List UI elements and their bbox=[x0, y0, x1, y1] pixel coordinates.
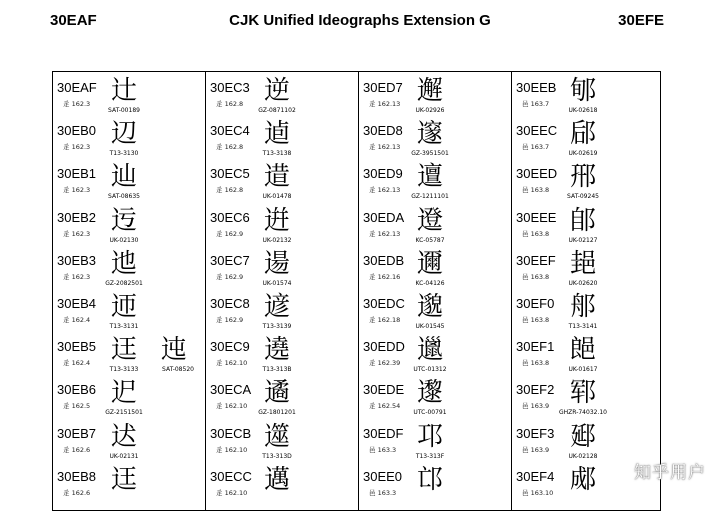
code-point: 30EF3 bbox=[516, 425, 555, 441]
code-point: 30EEB bbox=[516, 80, 557, 95]
code-point: 30ED7 bbox=[363, 80, 403, 95]
code-point: 30EDF bbox=[363, 425, 404, 441]
ideograph-glyph: 遃 bbox=[263, 292, 290, 322]
ideograph-glyph: 辿 bbox=[110, 162, 137, 193]
radical-stroke: 辵 162.10 bbox=[216, 402, 248, 411]
source-reference: T13-313F bbox=[415, 452, 445, 460]
code-point: 30EC7 bbox=[210, 252, 250, 268]
code-point: 30ED9 bbox=[363, 166, 403, 182]
radical-stroke: 辵 162.13 bbox=[369, 143, 401, 152]
ideograph-glyph: 郍 bbox=[569, 292, 596, 322]
character-cell bbox=[53, 418, 205, 461]
code-point: 30EDD bbox=[363, 339, 405, 355]
radical-stroke: 辵 162.10 bbox=[216, 445, 248, 454]
code-point: 30EB8 bbox=[57, 468, 97, 484]
radical-stroke: 辵 162.9 bbox=[216, 316, 244, 324]
code-point: 30EF0 bbox=[516, 296, 555, 311]
source-reference: UK-01617 bbox=[568, 366, 598, 374]
character-cell bbox=[53, 115, 205, 158]
ideograph-glyph: 迖 bbox=[110, 421, 137, 452]
code-point: 30EB5 bbox=[57, 339, 97, 355]
source-reference: UK-02619 bbox=[568, 150, 598, 158]
radical-stroke: 邑 163.9 bbox=[522, 402, 550, 411]
character-cell bbox=[53, 158, 205, 201]
ideograph-glyph: 迊 bbox=[110, 292, 137, 322]
source-reference-variant: SAT-08520 bbox=[162, 366, 194, 374]
code-point: 30EF1 bbox=[516, 339, 555, 355]
ideograph-glyph: 邅 bbox=[416, 162, 443, 193]
character-cell bbox=[359, 374, 511, 417]
code-point: 30EEC bbox=[516, 123, 558, 139]
character-cell bbox=[512, 245, 664, 288]
header-right-code: 30EFE bbox=[618, 12, 664, 29]
character-cell bbox=[512, 418, 664, 461]
radical-stroke: 邑 163.8 bbox=[522, 272, 550, 281]
character-cell bbox=[206, 374, 358, 417]
source-reference: KC-04126 bbox=[415, 279, 445, 287]
radical-stroke: 辵 162.16 bbox=[369, 272, 401, 281]
radical-stroke: 辵 162.4 bbox=[63, 316, 91, 324]
code-point: 30EAF bbox=[57, 80, 97, 95]
ideograph-glyph: 辻 bbox=[110, 76, 137, 106]
code-point: 30EB7 bbox=[57, 425, 97, 441]
ideograph-glyph: 郔 bbox=[569, 421, 596, 452]
code-point: 30EC8 bbox=[210, 296, 250, 311]
code-point: 30EF4 bbox=[516, 468, 555, 484]
ideograph-glyph: 辺 bbox=[110, 119, 137, 150]
character-cell bbox=[206, 245, 358, 288]
code-chart-grid bbox=[52, 71, 661, 511]
radical-stroke: 辵 162.9 bbox=[216, 229, 244, 238]
code-point: 30EB2 bbox=[57, 209, 97, 225]
header-left-code: 30EAF bbox=[50, 12, 97, 29]
character-cell bbox=[512, 288, 664, 331]
character-cell bbox=[53, 331, 205, 374]
source-reference: UK-01545 bbox=[415, 323, 445, 330]
character-cell bbox=[359, 331, 511, 374]
character-cell bbox=[512, 202, 664, 245]
radical-stroke: 辵 162.3 bbox=[63, 229, 91, 238]
ideograph-glyph: 逌 bbox=[263, 119, 290, 150]
radical-stroke: 辵 162.5 bbox=[63, 402, 91, 411]
ideograph-glyph: 邙 bbox=[416, 464, 443, 495]
character-cell bbox=[359, 202, 511, 245]
source-reference: SAT-00189 bbox=[108, 107, 140, 114]
ideograph-glyph: 迆 bbox=[110, 248, 137, 279]
radical-stroke: 辵 162.8 bbox=[216, 143, 244, 152]
code-point: 30EC3 bbox=[210, 80, 250, 95]
character-cell bbox=[512, 158, 664, 201]
code-point: 30ECA bbox=[210, 382, 252, 398]
source-reference: SAT-08635 bbox=[108, 193, 140, 201]
code-point: 30EB6 bbox=[57, 382, 97, 398]
character-cell bbox=[512, 331, 664, 374]
character-cell bbox=[359, 158, 511, 201]
radical-stroke: 邑 163.3 bbox=[369, 445, 397, 454]
radical-stroke: 邑 163.3 bbox=[369, 488, 397, 497]
ideograph-glyph: 逿 bbox=[263, 248, 290, 279]
ideograph-glyph: 邋 bbox=[416, 335, 443, 366]
ideograph-glyph: 遹 bbox=[263, 378, 290, 409]
code-point: 30EB1 bbox=[57, 166, 97, 182]
ideograph-glyph: 郕 bbox=[569, 464, 596, 495]
ideograph-glyph: 郇 bbox=[569, 76, 596, 106]
code-point: 30EED bbox=[516, 166, 558, 182]
ideograph-glyph: 邆 bbox=[416, 205, 443, 236]
source-reference: UK-02620 bbox=[568, 279, 598, 287]
source-reference: GZ-2082501 bbox=[105, 279, 143, 287]
code-point: 30EEF bbox=[516, 252, 556, 268]
source-reference: UTC-00791 bbox=[413, 409, 447, 417]
radical-stroke: 辵 162.8 bbox=[216, 100, 244, 108]
character-cell bbox=[359, 245, 511, 288]
radical-stroke: 辵 162.3 bbox=[63, 143, 91, 152]
ideograph-glyph: 逆 bbox=[263, 76, 290, 106]
radical-stroke: 辵 162.3 bbox=[63, 186, 91, 195]
ideograph-glyph: 迋 bbox=[110, 464, 137, 495]
ideograph-glyph: 邈 bbox=[416, 292, 443, 322]
character-cell bbox=[53, 461, 205, 504]
character-cell bbox=[359, 115, 511, 158]
code-point: 30EEE bbox=[516, 209, 557, 225]
ideograph-glyph: 迉 bbox=[110, 378, 137, 409]
ideograph-glyph: 郉 bbox=[569, 162, 596, 193]
code-point: 30EC4 bbox=[210, 123, 250, 139]
character-cell bbox=[359, 72, 511, 115]
source-reference: T13-3131 bbox=[109, 323, 139, 330]
ideograph-glyph: 邂 bbox=[416, 76, 443, 106]
radical-stroke: 辵 162.6 bbox=[63, 488, 91, 497]
source-reference: UK-02130 bbox=[109, 236, 139, 244]
source-reference: UK-02131 bbox=[109, 452, 139, 460]
character-cell bbox=[53, 374, 205, 417]
character-cell bbox=[359, 288, 511, 331]
radical-stroke: 辵 162.54 bbox=[369, 402, 401, 411]
source-reference: UTC-01312 bbox=[413, 366, 447, 374]
source-reference: UK-02132 bbox=[262, 236, 292, 244]
source-reference: T13-3130 bbox=[109, 150, 139, 158]
radical-stroke: 辵 162.3 bbox=[63, 272, 91, 281]
character-cell bbox=[206, 461, 358, 504]
ideograph-glyph: 迋 bbox=[110, 335, 137, 366]
ideograph-glyph: 遶 bbox=[263, 335, 290, 366]
code-point: 30EDB bbox=[363, 252, 405, 268]
source-reference: T13-3133 bbox=[109, 366, 139, 374]
source-reference: T13-3138 bbox=[262, 150, 292, 158]
code-point: 30EB3 bbox=[57, 252, 97, 268]
ideograph-glyph: 遾 bbox=[263, 421, 290, 452]
code-point: 30EE0 bbox=[363, 468, 403, 484]
source-reference: KC-05787 bbox=[415, 236, 445, 244]
watermark: 知乎用户 bbox=[634, 463, 706, 483]
ideograph-glyph: 邃 bbox=[416, 119, 443, 150]
ideograph-glyph: 郒 bbox=[569, 335, 596, 366]
code-point: 30ED8 bbox=[363, 123, 403, 139]
code-point: 30EB4 bbox=[57, 296, 97, 311]
ideograph-glyph: 郌 bbox=[569, 248, 596, 279]
radical-stroke: 邑 163.10 bbox=[522, 488, 554, 497]
radical-stroke: 辵 162.18 bbox=[369, 316, 401, 324]
source-reference: UK-02618 bbox=[568, 107, 598, 114]
radical-stroke: 辵 162.39 bbox=[369, 359, 401, 368]
source-reference: T13-3139 bbox=[262, 323, 292, 330]
source-reference: GZ-2151501 bbox=[105, 409, 143, 417]
character-cell bbox=[512, 115, 664, 158]
radical-stroke: 辵 162.8 bbox=[216, 186, 244, 195]
ideograph-glyph: 逪 bbox=[263, 162, 290, 193]
character-cell bbox=[206, 418, 358, 461]
radical-stroke: 辵 162.10 bbox=[216, 359, 248, 368]
character-cell bbox=[206, 288, 358, 331]
ideograph-glyph: 邇 bbox=[416, 248, 443, 279]
character-cell bbox=[206, 331, 358, 374]
radical-stroke: 邑 163.8 bbox=[522, 229, 550, 238]
character-cell bbox=[206, 72, 358, 115]
character-cell bbox=[53, 72, 205, 115]
radical-stroke: 邑 163.7 bbox=[522, 143, 550, 152]
radical-stroke: 邑 163.7 bbox=[522, 100, 550, 108]
ideograph-glyph: 郈 bbox=[569, 119, 596, 150]
code-point: 30ECB bbox=[210, 425, 252, 441]
radical-stroke: 邑 163.9 bbox=[522, 445, 550, 454]
radical-stroke: 邑 163.8 bbox=[522, 186, 550, 195]
character-cell bbox=[53, 202, 205, 245]
radical-stroke: 辵 162.13 bbox=[369, 186, 401, 195]
radical-stroke: 辵 162.13 bbox=[369, 100, 401, 108]
radical-stroke: 辵 162.4 bbox=[63, 359, 91, 368]
source-reference: T13-313B bbox=[262, 366, 292, 374]
code-point: 30EF2 bbox=[516, 382, 555, 398]
radical-stroke: 辵 162.10 bbox=[216, 488, 248, 497]
code-point: 30EB0 bbox=[57, 123, 97, 139]
code-point: 30EC5 bbox=[210, 166, 250, 182]
source-reference: UK-02128 bbox=[568, 452, 598, 460]
character-cell bbox=[206, 115, 358, 158]
source-reference: GHZR-74032.10 bbox=[559, 409, 607, 417]
radical-stroke: 邑 163.8 bbox=[522, 359, 550, 368]
source-reference: UK-01478 bbox=[262, 193, 292, 201]
character-cell bbox=[512, 374, 664, 417]
source-reference: T13-313D bbox=[262, 452, 292, 460]
source-reference: UK-02926 bbox=[415, 107, 445, 114]
ideograph-glyph-variant: 迍 bbox=[160, 335, 187, 366]
source-reference: SAT-09245 bbox=[567, 193, 599, 201]
character-cell bbox=[53, 288, 205, 331]
character-cell bbox=[512, 72, 664, 115]
source-reference: UK-02127 bbox=[568, 236, 598, 244]
radical-stroke: 邑 163.8 bbox=[522, 316, 550, 324]
ideograph-glyph: 邌 bbox=[416, 378, 443, 409]
source-reference: GZ-1211101 bbox=[411, 193, 449, 201]
character-cell bbox=[206, 158, 358, 201]
source-reference: GZ-1801201 bbox=[258, 409, 296, 417]
character-cell bbox=[359, 461, 511, 504]
code-point: 30ECC bbox=[210, 468, 252, 484]
character-cell bbox=[359, 418, 511, 461]
code-point: 30EC9 bbox=[210, 339, 250, 355]
source-reference: GZ-0871102 bbox=[258, 107, 296, 114]
ideograph-glyph: 邁 bbox=[263, 464, 290, 495]
ideograph-glyph: 迃 bbox=[110, 205, 137, 236]
radical-stroke: 辵 162.13 bbox=[369, 229, 401, 238]
radical-stroke: 辵 162.6 bbox=[63, 445, 91, 454]
ideograph-glyph: 郋 bbox=[569, 205, 596, 236]
ideograph-glyph: 郓 bbox=[569, 378, 596, 409]
ideograph-glyph: 逬 bbox=[263, 205, 290, 236]
code-point: 30EDE bbox=[363, 382, 405, 398]
source-reference: GZ-3951501 bbox=[411, 150, 449, 158]
character-cell bbox=[206, 202, 358, 245]
radical-stroke: 辵 162.9 bbox=[216, 272, 244, 281]
page-title: CJK Unified Ideographs Extension G bbox=[229, 12, 491, 29]
radical-stroke: 辵 162.3 bbox=[63, 100, 91, 108]
code-point: 30EDC bbox=[363, 296, 405, 311]
code-point: 30EDA bbox=[363, 209, 405, 225]
code-point: 30EC6 bbox=[210, 209, 250, 225]
ideograph-glyph: 邛 bbox=[416, 421, 443, 452]
source-reference: T13-3141 bbox=[568, 323, 598, 330]
source-reference: UK-01574 bbox=[262, 279, 292, 287]
character-cell bbox=[53, 245, 205, 288]
